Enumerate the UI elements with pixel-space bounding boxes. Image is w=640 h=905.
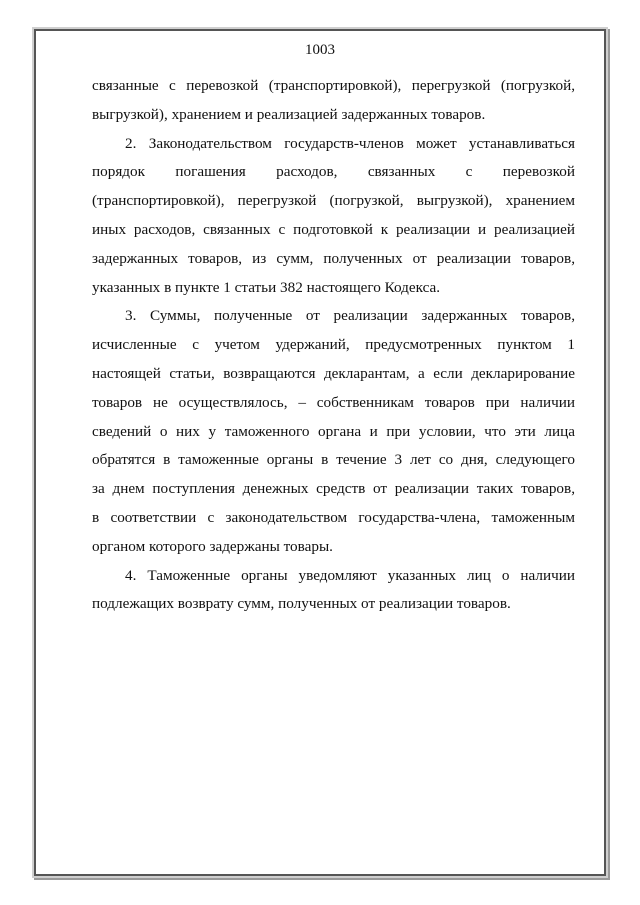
document-body xyxy=(92,72,575,619)
text-line: задержанных товаров, из сумм, полученных от реализации товаров, xyxy=(92,249,575,267)
text-line: в соответствии с законодательством государства-члена, таможенным xyxy=(92,508,575,526)
text-line: товаров не осуществлялось, – собственникам товаров при наличии xyxy=(92,393,575,411)
text-line: 3. Суммы, полученные от реализации задержанных товаров, xyxy=(125,307,575,325)
page-number: 1003 xyxy=(305,42,335,58)
text-line: обратятся в таможенные органы в течение 3 лет со дня, следующего xyxy=(92,451,575,469)
text-line: иных расходов, связанных с подготовкой к реализации и реализацией xyxy=(92,220,575,238)
paragraph-2 xyxy=(92,130,575,303)
text-line: связанные с перевозкой (транспортировкой), перегрузкой (погрузкой, xyxy=(92,77,575,94)
text-line: настоящей статьи, возвращаются декларантам, а если декларирование xyxy=(92,364,575,382)
text-line: сведений о них у таможенного органа и при условии, что эти лица xyxy=(92,422,575,440)
text-line: порядок погашения расходов, связанных с перевозкой xyxy=(92,163,575,181)
text-line: подлежащих возврату сумм, полученных от реализации товаров. xyxy=(92,595,511,613)
text-line: за днем поступления денежных средств от реализации таких товаров, xyxy=(92,480,575,498)
text-line: (транспортировкой), перегрузкой (погрузкой, выгрузкой), хранением xyxy=(92,192,575,210)
page-frame xyxy=(34,29,606,876)
paragraph-continuation xyxy=(92,72,575,130)
text-line: указанных в пункте 1 статьи 382 настоящего Кодекса. xyxy=(92,278,441,296)
text-line: 2. Законодательством государств-членов может устанавливаться xyxy=(125,134,575,152)
text-line: 4. Таможенные органы уведомляют указанных лиц о наличии xyxy=(125,566,575,584)
paragraph-3 xyxy=(92,302,575,561)
paragraph-4 xyxy=(92,562,575,620)
text-line: выгрузкой), хранением и реализацией задержанных товаров. xyxy=(92,105,486,123)
text-line: исчисленные с учетом удержаний, предусмотренных пунктом 1 xyxy=(92,336,575,354)
text-line: органом которого задержаны товары. xyxy=(92,537,333,555)
